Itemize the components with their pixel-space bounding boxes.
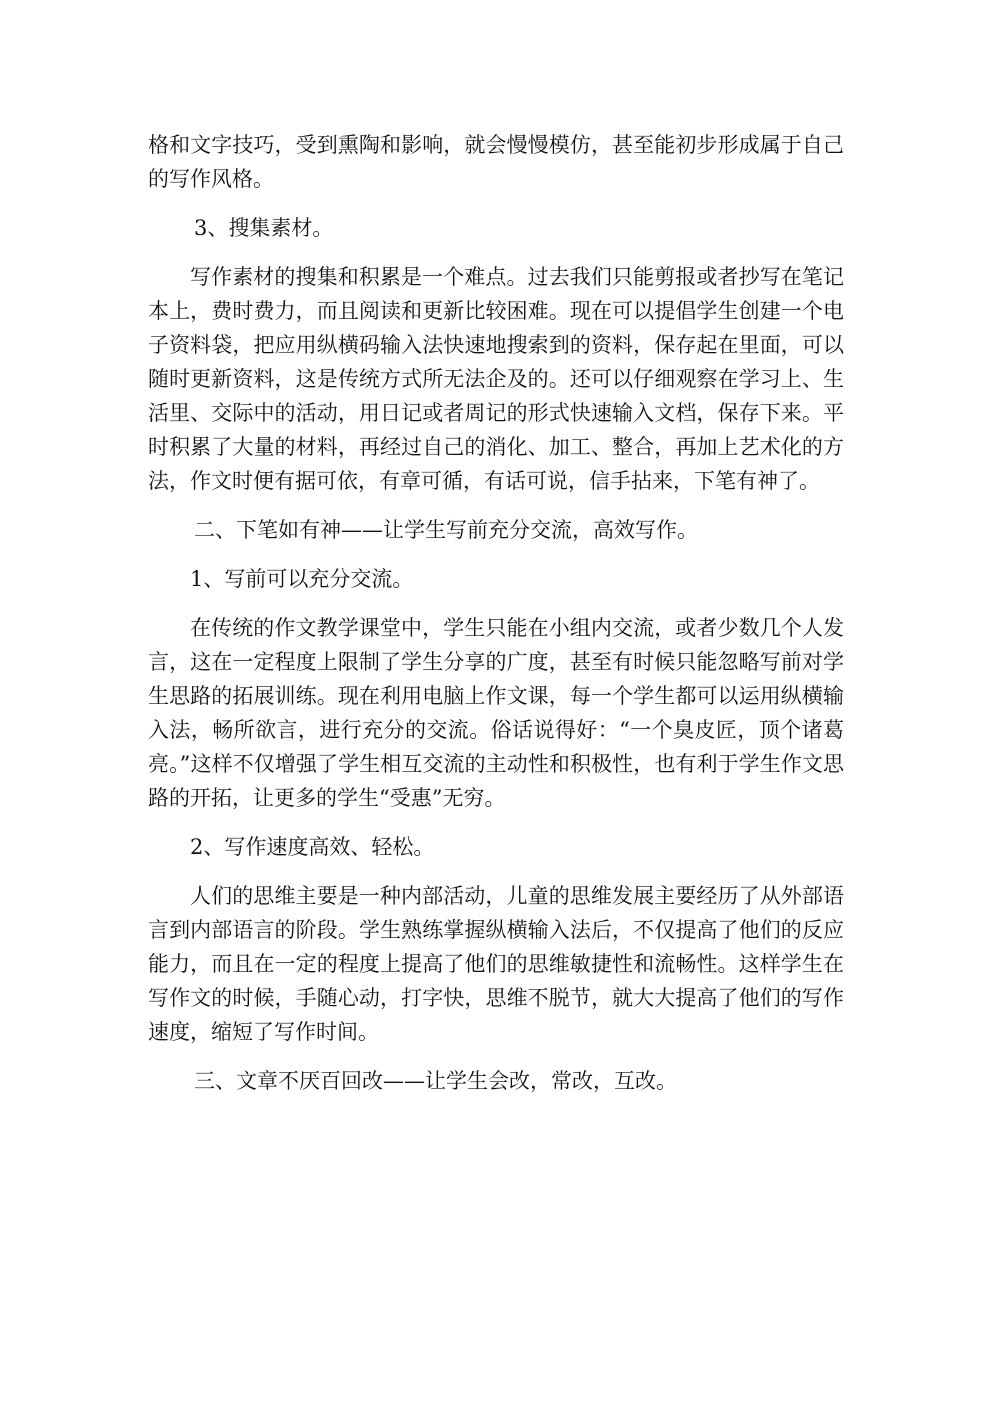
paragraph-materials: 写作素材的搜集和积累是一个难点。过去我们只能剪报或者抄写在笔记本上，费时费力，而且阅读和更新比较困难。现在可以提倡学生创建一个电子资料袋，把应用纵横码输入法快速地搜索到的资料，保存起在里面，可以随时更新资料，这是传统方式所无法企及的。还可以仔细观察在学习上、生活里、交际中的活动，用日记或者周记的形式快速输入文档，保存下来。平时积累了大量的材料，再经过自己的消化、加工、整合，再加上艺术化的方法，作文时便有据可依，有章可循，有话可说，信手拈来，下笔有神了。 xyxy=(148,265,844,493)
document-body xyxy=(148,128,844,1113)
paragraph-writing-speed: 人们的思维主要是一种内部活动，儿童的思维发展主要经历了从外部语言到内部语言的阶段。学生熟练掌握纵横输入法后，不仅提高了他们的反应能力，而且在一定的程度上提高了他们的思维敏捷性和流畅性。这样学生在写作文的时候，手随心动，打字快，思维不脱节，就大大提高了他们的写作速度，缩短了写作时间。 xyxy=(148,884,844,1044)
heading-writing-speed: 2、写作速度高效、轻松。 xyxy=(190,835,435,859)
heading-collect-materials: 3、搜集素材。 xyxy=(194,216,334,240)
paragraph-continuation: 格和文字技巧，受到熏陶和影响，就会慢慢模仿，甚至能初步形成属于自己的写作风格。 xyxy=(148,133,844,191)
heading-exchange-before-writing: 1、写前可以充分交流。 xyxy=(190,567,414,591)
heading-section-three: 三、文章不厌百回改——让学生会改，常改，互改。 xyxy=(194,1069,677,1093)
paragraph-exchange: 在传统的作文教学课堂中，学生只能在小组内交流，或者少数几个人发言，这在一定程度上限制了学生分享的广度，甚至有时候只能忽略写前对学生思路的拓展训练。现在利用电脑上作文课，每一个学生都可以运用纵横输入法，畅所欲言，进行充分的交流。俗话说得好：“一个臭皮匠，顶个诸葛亮。”这样不仅增强了学生相互交流的主动性和积极性，也有利于学生作文思路的开拓，让更多的学生“受惠”无穷。 xyxy=(148,616,844,810)
heading-section-two: 二、下笔如有神——让学生写前充分交流，高效写作。 xyxy=(194,518,698,542)
